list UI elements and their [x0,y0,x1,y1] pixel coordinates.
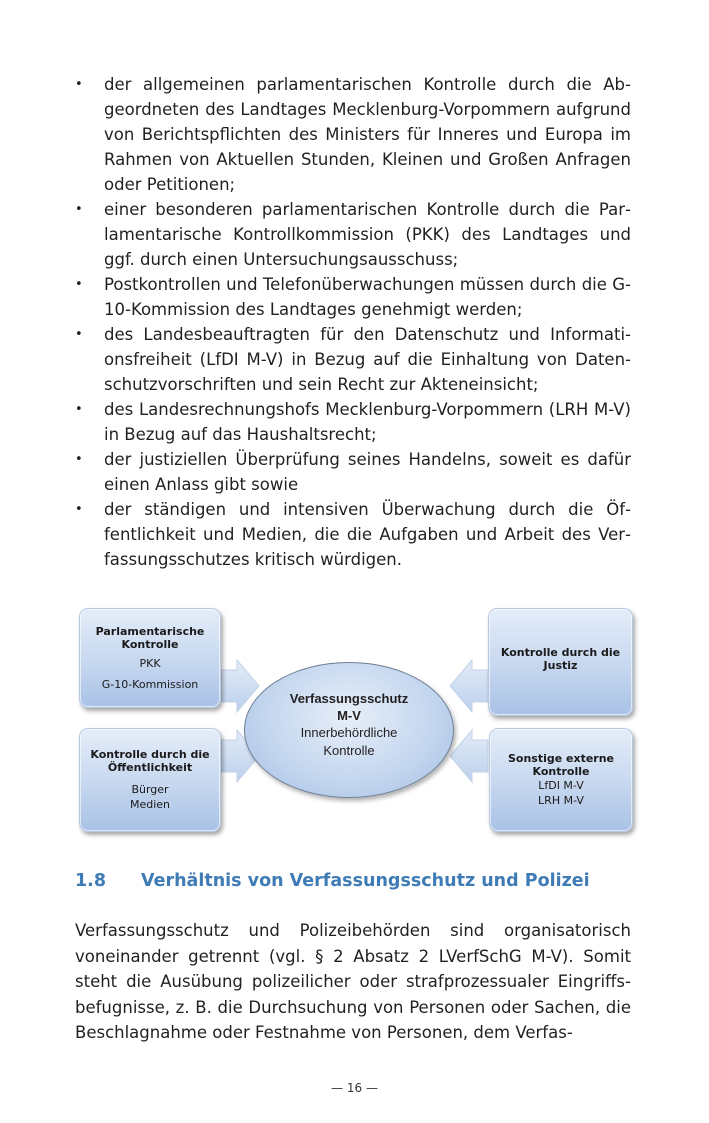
box-judicial-control [488,608,633,716]
section-heading [75,871,590,891]
list-item [75,72,631,197]
list-item [75,272,631,322]
box-line: PKK [139,656,161,670]
box-line: G-10-Kommission [101,677,199,691]
list-item-text: einer besonderen parlamentarischen Kontrolle durch die Parlamentarische Kontrollkommission (PKK) des Landtages und ggf. durch einen Untersuchungsausschuss; [104,200,631,269]
ellipse-title: M-V [337,708,361,723]
bullet-icon: • [75,277,83,292]
box-title: Öffentlichkeit [107,761,193,774]
list-item [75,497,631,572]
arrow-top-right [450,660,488,712]
page-number: — 16 — [331,1081,378,1095]
box-public-control [79,728,221,832]
box-title: Kontrolle durch die [90,748,210,761]
ellipse-title: Verfassungsschutz [289,691,409,706]
bullet-icon: • [75,452,83,467]
box-line: Bürger [131,783,169,796]
list-item-text: der ständigen und intensiven Überwachung durch die Öffentlichkeit und Medien, die die Aufgaben und Arbeit des Verfassungsschutzes kritisch würdigen. [104,500,631,569]
section-title: Verhältnis von Verfassungsschutz und Polizei [141,871,590,891]
center-ellipse [244,662,454,798]
box-external-control [489,728,633,832]
box-title: Parlamentarische [95,624,205,638]
body-paragraph: Verfassungsschutz und Polizeibehörden sind organisatorisch voneinander getrennt (vgl. § 2 Absatz 2 LVerfSchG M-V). Somit steht die Ausübung polizeilicher oder strafprozessualer Eingriffsbefugnisse, z. B. die Durchsuchung von Personen oder Sachen, die Beschlagnahme oder Festnahme von Personen, dem Verfas- [75,921,631,1043]
box-title: Kontrolle durch die [500,646,621,659]
bullet-icon: • [75,502,83,517]
box-parliamentary-control [79,608,221,708]
ellipse-line: Innerbehördliche [300,725,398,740]
box-title: Kontrolle [121,637,179,651]
control-diagram [75,606,637,836]
list-item [75,397,631,447]
box-line: LRH M-V [538,794,584,807]
bullet-icon: • [75,327,83,342]
list-item [75,197,631,272]
ellipse-line: Kontrolle [323,743,375,758]
section-number: 1.8 [75,871,107,891]
box-line: Medien [129,798,171,811]
bullet-icon: • [75,77,83,92]
box-title: Justiz [543,659,578,672]
bullet-icon: • [75,402,83,417]
list-item-text: der justiziellen Überprüfung seines Handelns, soweit es dafür einen Anlass gibt sowie [104,450,631,494]
box-title: Kontrolle [532,765,590,778]
list-item [75,322,631,397]
list-item-text: des Landesrechnungshofs Mecklenburg-Vorpommern (LRH M-V) in Bezug auf das Haushaltsrecht; [104,400,631,444]
bullet-list [75,72,631,572]
arrow-bottom-right [450,730,488,782]
list-item-text: Postkontrollen und Telefonüberwachungen müssen durch die G-10-Kommission des Landtages genehmigt werden; [104,275,631,319]
list-item-text: des Landesbeauftragten für den Datenschutz und Informationsfreiheit (LfDI M-V) in Bezug auf die Einhaltung von Datenschutzvorschriften und sein Recht zur Akteneinsicht; [104,325,631,394]
box-line: LfDI M-V [538,779,584,792]
list-item-text: der allgemeinen parlamentarischen Kontrolle durch die Abgeordneten des Landtages Mecklenburg-Vorpommern aufgrund von Berichtspflichten des Ministers für Inneres und Europa im Rahmen von Aktuellen Stunden, Kleinen und Großen Anfragen oder Petitionen; [104,75,631,194]
list-item [75,447,631,497]
box-title: Sonstige externe [507,752,615,765]
bullet-icon: • [75,202,83,217]
